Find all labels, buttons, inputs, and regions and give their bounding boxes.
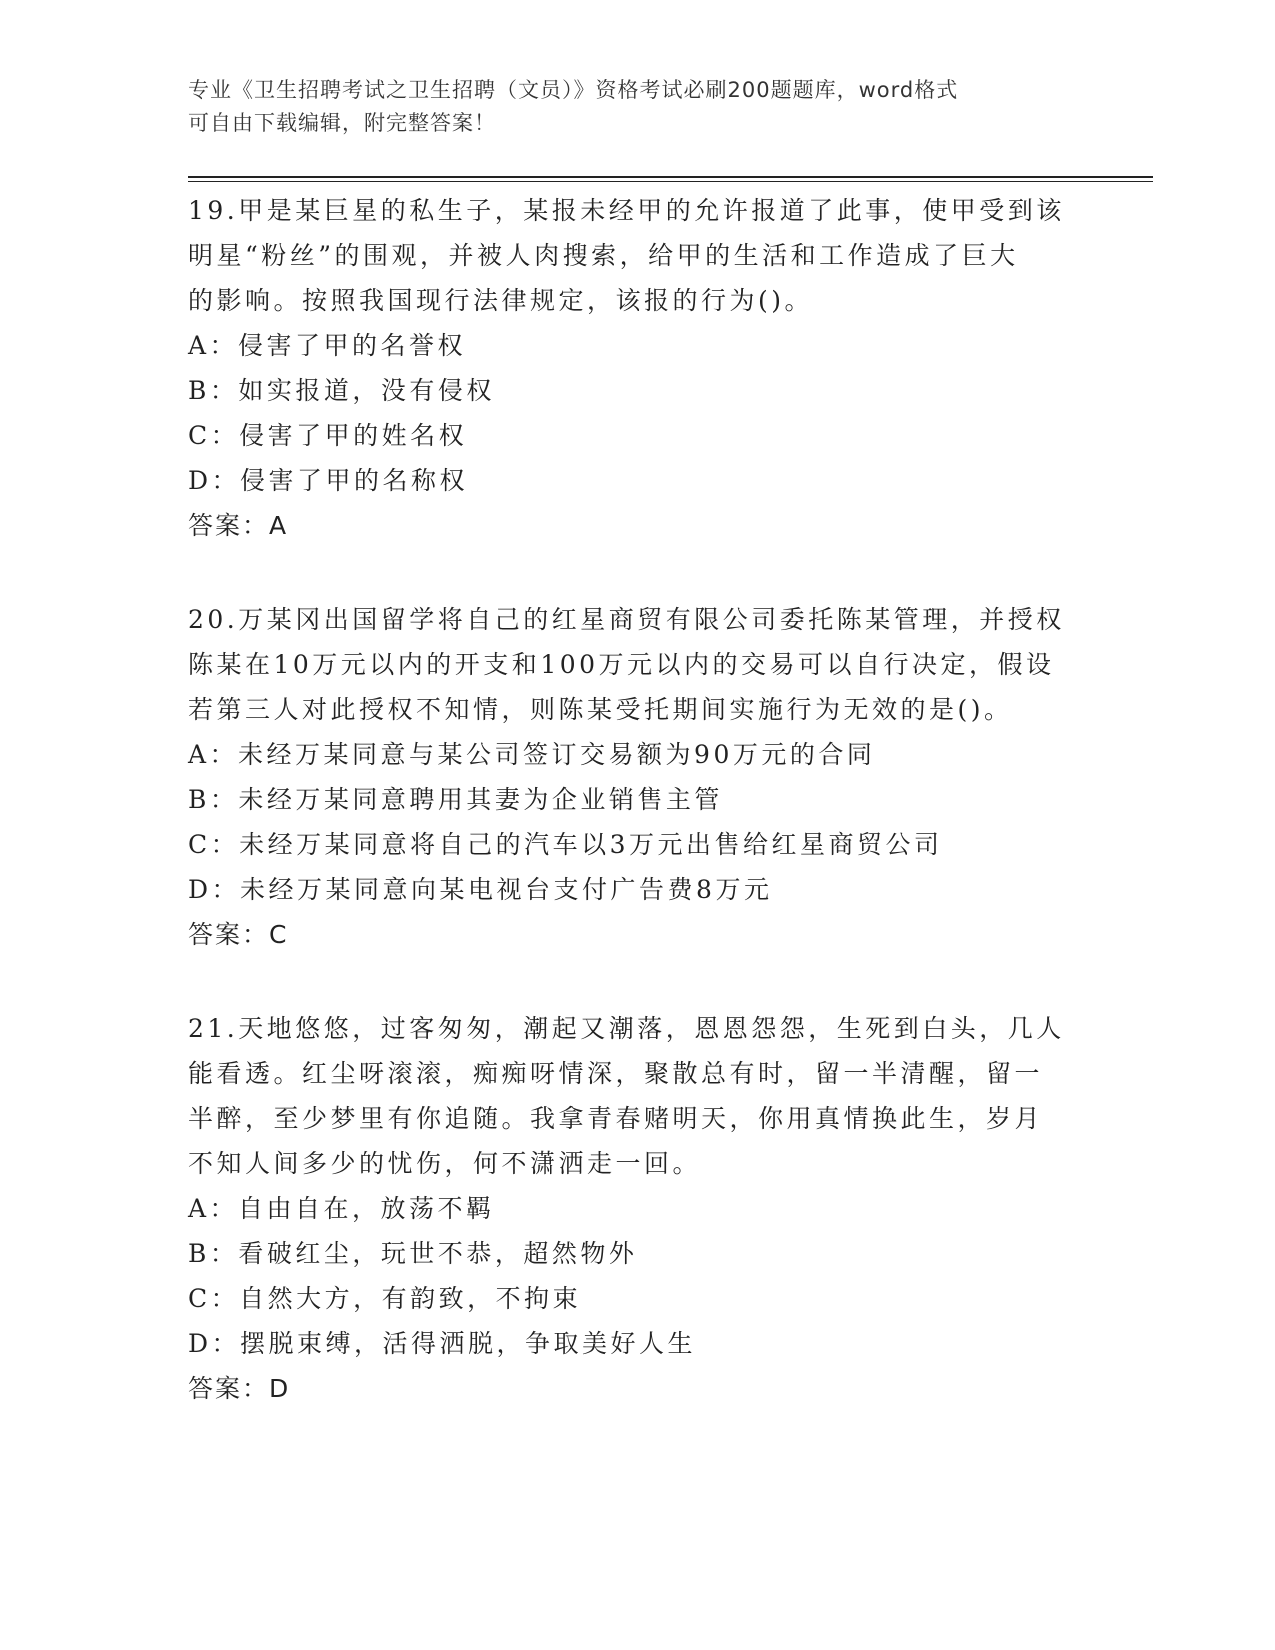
question-20 xyxy=(188,597,1088,958)
header-divider-thick xyxy=(188,176,1153,178)
stem-line: 19.甲是某巨星的私生子，某报未经甲的允许报道了此事，使甲受到该 xyxy=(188,196,1065,225)
option-b: B：如实报道，没有侵权 xyxy=(188,376,495,405)
option-a: A：未经万某同意与某公司签订交易额为90万元的合同 xyxy=(188,740,876,769)
option-c: C：自然大方，有韵致，不拘束 xyxy=(188,1284,582,1313)
option-list xyxy=(188,732,1088,912)
header-divider-thin xyxy=(188,181,1153,182)
option-c: C：侵害了甲的姓名权 xyxy=(188,421,468,450)
option-a: A：侵害了甲的名誉权 xyxy=(188,331,467,360)
stem-line: 明星“粉丝”的围观，并被人肉搜索，给甲的生活和工作造成了巨大 xyxy=(188,241,1019,270)
question-stem xyxy=(188,188,1088,323)
stem-line: 陈某在10万元以内的开支和100万元以内的交易可以自行决定，假设 xyxy=(188,650,1055,679)
header-title-line-1: 专业《卫生招聘考试之卫生招聘（文员）》资格考试必刷200题题库，word格式 xyxy=(188,78,959,102)
stem-line: 能看透。红尘呀滚滚，痴痴呀情深，聚散总有时，留一半清醒，留一 xyxy=(188,1059,1044,1088)
question-21 xyxy=(188,1006,1088,1412)
stem-line: 的影响。按照我国现行法律规定，该报的行为()。 xyxy=(188,286,814,315)
stem-line: 21.天地悠悠，过客匆匆，潮起又潮落，恩恩怨怨，生死到白头，几人 xyxy=(188,1014,1065,1043)
question-stem xyxy=(188,1006,1088,1186)
option-c: C：未经万某同意将自己的汽车以3万元出售给红星商贸公司 xyxy=(188,830,943,859)
option-list xyxy=(188,1186,1088,1366)
option-d: D：侵害了甲的名称权 xyxy=(188,466,469,495)
stem-line: 20.万某冈出国留学将自己的红星商贸有限公司委托陈某管理，并授权 xyxy=(188,605,1065,634)
answer-line: 答案：C xyxy=(188,920,289,949)
page-header xyxy=(188,74,1068,140)
option-b: B：未经万某同意聘用其妻为企业销售主管 xyxy=(188,785,723,814)
stem-line: 若第三人对此授权不知情，则陈某受托期间实施行为无效的是()。 xyxy=(188,695,1013,724)
option-d: D：未经万某同意向某电视台支付广告费8万元 xyxy=(188,875,773,904)
question-19 xyxy=(188,188,1088,549)
option-d: D：摆脱束缚，活得洒脱，争取美好人生 xyxy=(188,1329,697,1358)
stem-line: 不知人间多少的忧伤，何不潇洒走一回。 xyxy=(188,1149,702,1178)
answer-line: 答案：D xyxy=(188,1374,291,1403)
option-b: B：看破红尘，玩世不恭，超然物外 xyxy=(188,1239,638,1268)
header-title-line-2: 可自由下载编辑，附完整答案！ xyxy=(188,111,496,135)
option-list xyxy=(188,323,1088,503)
question-stem xyxy=(188,597,1088,732)
answer-line: 答案：A xyxy=(188,511,289,540)
option-a: A：自由自在，放荡不羁 xyxy=(188,1194,495,1223)
stem-line: 半醉，至少梦里有你追随。我拿青春赌明天，你用真情换此生，岁月 xyxy=(188,1104,1044,1133)
